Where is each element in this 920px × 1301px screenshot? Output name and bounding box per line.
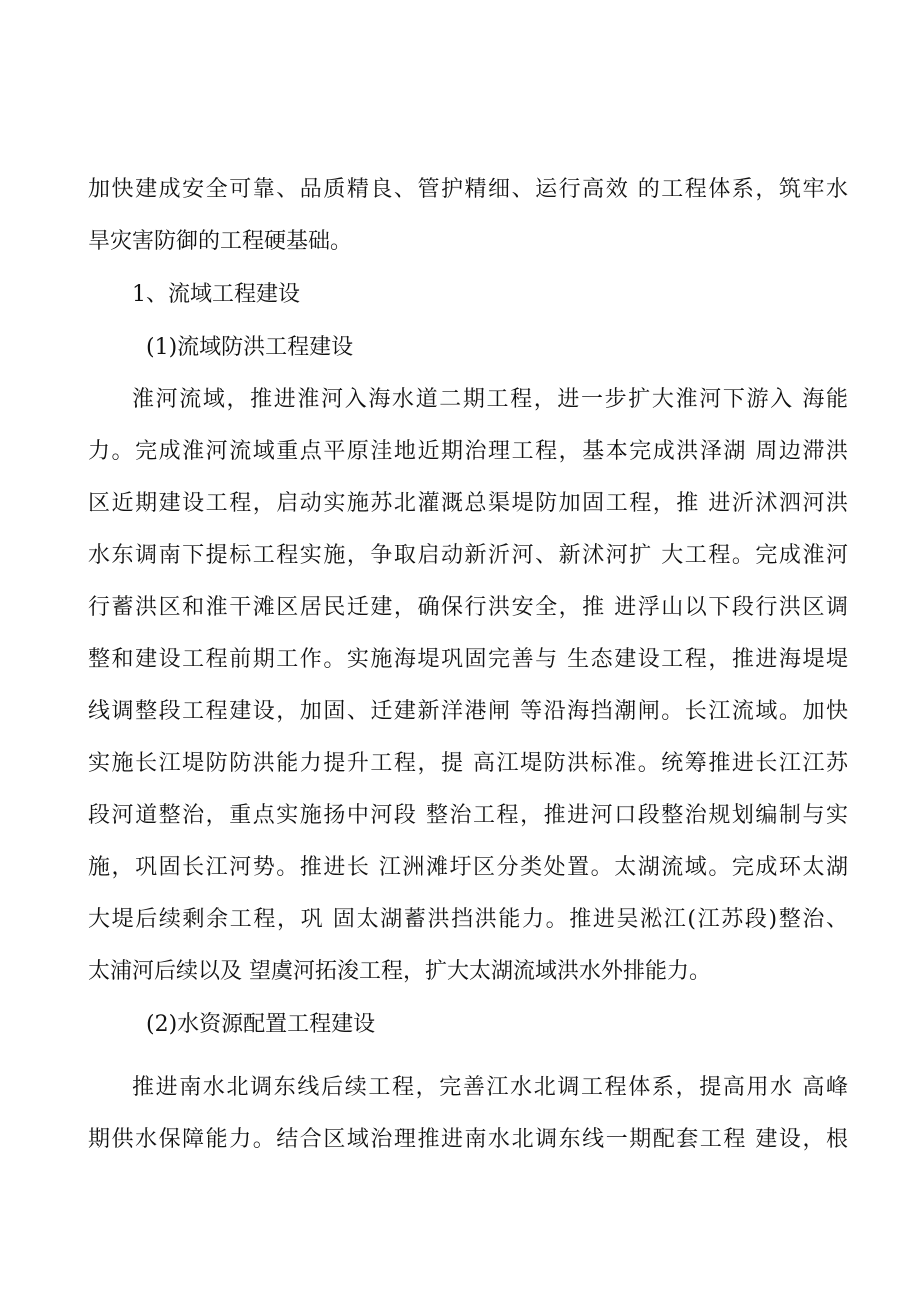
paragraph-line: 实施长江堤防防洪能力提升工程，提 高江堤防洪标准。统筹推进长江江苏 [88,751,848,776]
paragraph-line: 段河道整治，重点实施扬中河段 整治工程，推进河口段整治规划编制与实 [88,803,848,828]
paragraph-line: 区近期建设工程，启动实施苏北灌溉总渠堤防加固工程，推 进沂沭泗河洪 [88,491,848,516]
paragraph-line: 线调整段工程建设，加固、迁建新洋港闸 等沿海挡潮闸。长江流域。加快 [88,699,848,724]
paragraph-line: 淮河流域，推进淮河入海水道二期工程，进一步扩大淮河下游入 海能 [132,387,848,412]
paragraph-line: 水东调南下提标工程实施，争取启动新沂河、新沭河扩 大工程。完成淮河 [88,543,848,568]
intro-line-2: 旱灾害防御的工程硬基础。 [88,229,353,254]
section-heading: 1、流域工程建设 [132,282,300,307]
subsection-heading-2: (2)水资源配置工程建设 [146,1012,376,1037]
paragraph-line: 力。完成淮河流域重点平原洼地近期治理工程，基本完成洪泽湖 周边滞洪 [88,439,848,464]
paragraph-line: 整和建设工程前期工作。实施海堤巩固完善与 生态建设工程，推进海堤堤 [88,647,848,672]
paragraph-line: 行蓄洪区和淮干滩区居民迁建，确保行洪安全，推 进浮山以下段行洪区调 [88,595,848,620]
paragraph-line: 施，巩固长江河势。推进长 江洲滩圩区分类处置。太湖流域。完成环太湖 [88,855,848,880]
subsection-heading-1: (1)流域防洪工程建设 [146,335,354,360]
paragraph-line: 太浦河后续以及 望虞河拓浚工程，扩大太湖流域洪水外排能力。 [88,959,711,984]
paragraph-line: 大堤后续剩余工程，巩 固太湖蓄洪挡洪能力。推进吴淞江(江苏段)整治、 [88,907,848,932]
paragraph-line: 期供水保障能力。结合区域治理推进南水北调东线一期配套工程 建设，根 [88,1127,848,1152]
intro-line-1: 加快建成安全可靠、品质精良、管护精细、运行高效 的工程体系，筑牢水 [88,177,848,202]
paragraph-line: 推进南水北调东线后续工程，完善江水北调工程体系，提高用水 高峰 [132,1075,848,1100]
